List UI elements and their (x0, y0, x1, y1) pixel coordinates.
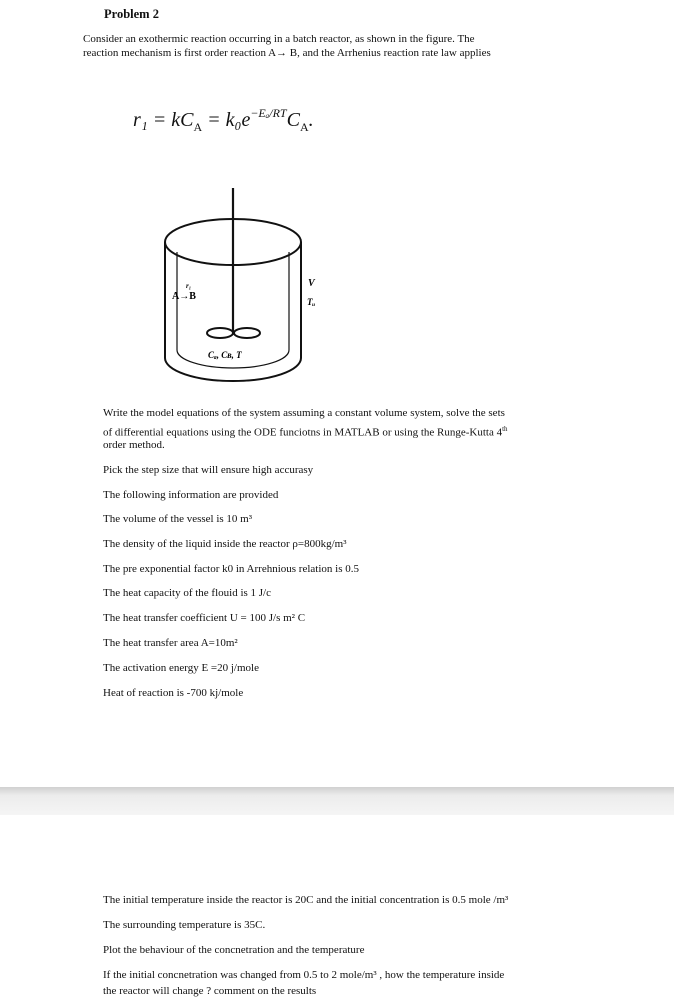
intro-line-2: reaction mechanism is first order reaction A→ B, and the Arrhenius reaction rate law applies (83, 47, 491, 59)
plot-line: Plot the behaviour of the concnetration and the temperature (103, 944, 365, 956)
arrhenius-equation (133, 106, 314, 135)
contents-label: Cₐ, Cʙ, T (208, 350, 242, 360)
eq-end: . (308, 109, 314, 131)
reactor-figure (150, 180, 350, 390)
eq-mid: = k₀e (202, 109, 251, 131)
write-line-2-text: of differential equations using the ODE funciotns in MATLAB or using the Runge-Kutta 4 (103, 426, 503, 439)
intro-line-1: Consider an exothermic reaction occurring in a batch reactor, as shown in the figure. The (83, 33, 475, 45)
write-line-1: Write the model equations of the system assuming a constant volume system, solve the sets (103, 407, 505, 419)
page-separator (0, 787, 674, 815)
eq-sub-a2: A (299, 120, 309, 134)
rate-label: r₁ (186, 282, 192, 290)
heat-reaction-line: Heat of reaction is -700 kj/mole (103, 687, 244, 699)
write-line-3: order method. (103, 439, 165, 451)
pre-exp-line: The pre exponential factor k0 in Arrehnious relation is 0.5 (103, 563, 359, 575)
eq-rhs: C (286, 109, 300, 131)
reaction-label: A→B (172, 291, 196, 302)
impeller-right-blade (234, 328, 260, 338)
step-size-line: Pick the step size that will ensure high accurasy (103, 464, 314, 476)
eq-lhs: r₁ = kC (133, 109, 194, 131)
write-line-2-sup: th (502, 425, 508, 433)
activation-line: The activation energy E =20 j/mole (103, 662, 259, 674)
volume-label: V (308, 278, 315, 289)
htc-line: The heat transfer coefficient U = 100 J/s m² C (103, 612, 306, 624)
question-line-1: If the initial concnetration was changed from 0.5 to 2 mole/m³ , how the temperature inside (103, 969, 505, 981)
surrounding-line: The surrounding temperature is 35C. (103, 919, 266, 931)
problem-title: Problem 2 (104, 7, 159, 21)
eq-sub-a1: A (193, 120, 203, 134)
write-line-2 (103, 422, 508, 440)
impeller-left-blade (207, 328, 233, 338)
eq-exponent: −Eₐ/RT (250, 106, 287, 120)
volume-line: The volume of the vessel is 10 m³ (103, 513, 253, 525)
info-intro-line: The following information are provided (103, 489, 279, 501)
question-line-2: the reactor will change ? comment on the results (103, 985, 317, 997)
area-line: The heat transfer area A=10m² (103, 637, 238, 649)
wall-temp-label: Tᵤ (307, 297, 316, 307)
density-line: The density of the liquid inside the reactor ρ=800kg/m³ (103, 538, 347, 550)
heat-capacity-line: The heat capacity of the flouid is 1 J/c (103, 587, 271, 599)
initial-line: The initial temperature inside the reactor is 20C and the initial concentration is 0.5 mole /m³ (103, 894, 509, 906)
